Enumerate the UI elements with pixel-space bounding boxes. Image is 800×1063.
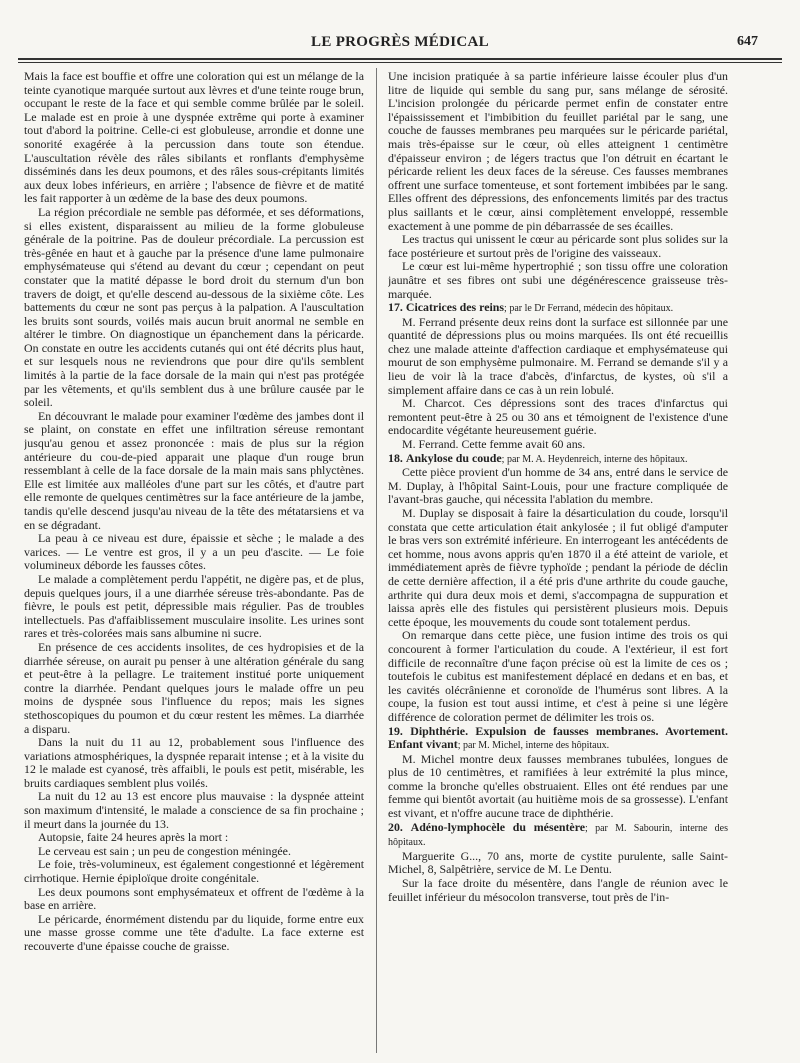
paragraph: M. Ferrand présente deux reins dont la surface est sillonnée par une quantité de dépressions plus ou moins marquées. Ils ont été recueillis chez une malade atteinte d'affection cardiaque et emphysémateuse qui mourut de son emphysème pulmonaire. M. Ferrand se demande s'il y a lieu de voir là la trace d'abcès, d'infarctus, de kystes, où s'il a simplement affaire dans ce cas à un rein lobulé.: [388, 314, 728, 397]
paragraph: Dans la nuit du 11 au 12, probablement sous l'influence des variations atmosphériques, la dyspnée reparait intense ; et à la visite du 12 le malade est cyanosé, très affaibli, le pouls est petit, misérable, les bruits cardiaques semblent plus voilés.: [24, 735, 364, 790]
paragraph: Le malade a complètement perdu l'appétit, ne digère pas, et de plus, depuis quelques jours, il a une diarrhée séreuse très-abondante. Pas de fièvre, le pouls est petit, dépressible mais régulier. Pas de troubles intellectuels. Pas d'affaiblissement musculaire insolite. Les urines sont rares et très-colorées mais sans albumine ni sucre.: [24, 571, 364, 641]
section-title: Diphthérie. Expulsion de fausses membranes. Avortement. Enfant vivant: [388, 723, 728, 752]
paragraph: Le cerveau est sain ; un peu de congestion méningée.: [38, 843, 291, 858]
paragraph: Le péricarde, énormément distendu par du liquide, forme entre eux une masse grosse comme une tête d'adulte. La face externe est recouverte d'une épaisse couche de graisse.: [24, 911, 364, 953]
paragraph: En découvrant le malade pour examiner l'œdème des jambes dont il se plaint, on constate en effet une infiltration séreuse remontant jusqu'au genou et assez prononcée : mais de plus sur la région antérieure du cou-de-pied apparait une plaque d'un rouge brun ressemblant à celle de la face dorsale de la main mais sans phlyctènes. Elle est limitée aux malléoles d'une part sur les côtés, et d'autre part elle remonte de quelques centimètres sur la face antérieure de la jambe, tandis qu'elle descend jusqu'au niveau de la tête des métatarsiens et va en se dégradant.: [24, 408, 364, 532]
section-number: 19.: [388, 723, 403, 738]
paragraph: Cette pièce provient d'un homme de 34 ans, entré dans le service de M. Duplay, à l'hôpital Saint-Louis, pour une fracture compliquée de l'avant-bras gauche, qui nécessita l'ablation du membre.: [388, 465, 728, 507]
paragraph: Une incision pratiquée à sa partie inférieure laisse écouler plus d'un litre de liquide qui semble du sang pur, sans mélange de sérosité. L'incision prolongée du péricarde permet enfin de constater entre l'épaississement et l'imbibition du feuillet pariétal par le sang, une couche de fausses membranes peu marquées sur le péricarde pariétal, mais très-épaisse sur le cœur, où elles atteignent 1 centimètre d'épaisseur environ ; de légers tractus que l'on détruit en écartant le péricarde relient les deux faces de la séreuse. Ces fausses membranes offrent une surface tomenteuse, et sont fortement imbibées par le sang. Elles offrent des dépressions, des enfoncements limités par des tractus plus saillants et le cœur, ainsi complètement enveloppé, ressemble exactement à une pomme de pin débarrassée de ses écailles.: [388, 70, 728, 233]
section-number: 17.: [388, 300, 403, 315]
column-divider: [376, 68, 377, 1053]
right-column: [388, 70, 728, 1053]
paragraph: La région précordiale ne semble pas déformée, et ses déformations, si elles existent, disparaissent au milieu de la forme globuleuse générale de la poitrine. Pas de douleur précordiale. La percussion est très-gênée en haut et à gauche par la présence d'une lame pulmonaire emphysémateuse qui s'étend au devant du cœur ; cependant on peut constater que la matité dépasse le bord droit du sternum d'un bon travers de doigt, et qu'elle descend au-dessous de la sixième côte. Les battements du cœur ne sont pas perçus à la palpation. A l'auscultation les bruits sont sourds, voilés mais aucun bruit anormal ne semble en altérer le timbre. On diagnostique un épanchement dans la péricarde. On constate en outre les accidents cutanés qui ont été décrits plus haut, et sur lesquels nous ne reviendrons que pour dire qu'ils semblent limités à la partie de la face dorsale de la main qui n'est pas protégée par les vêtements, et qu'ils semblent dus à une brûlure causée par le soleil.: [24, 204, 364, 410]
paragraph: Sur la face droite du mésentère, dans l'angle de réunion avec le feuillet inférieur du mésocolon transverse, tout près de l'in-: [388, 876, 728, 904]
paragraph: M. Ferrand. Cette femme avait 60 ans.: [402, 437, 586, 452]
paragraph: Marguerite G..., 70 ans, morte de cystite purulente, salle Saint-Michel, 8, Salpêtrière, service de M. Le Dentu.: [388, 848, 728, 877]
section-number: 18.: [388, 450, 403, 465]
paragraph: Les deux poumons sont emphysémateux et offrent de l'œdème à la base en arrière.: [24, 884, 364, 913]
section-heading-17: [388, 301, 728, 316]
section-number: 20.: [388, 819, 403, 834]
section-heading-19: [388, 725, 728, 753]
section-byline: ; par M. Michel, interne des hôpitaux.: [457, 740, 610, 752]
paragraph: M. Charcot. Ces dépressions sont des traces d'infarctus qui remontent peut-être à 25 ou 30 ans et témoignent de l'existence d'une endocardite végétante heureusement guérie.: [388, 396, 728, 438]
section-title: Adéno-lymphocèle du mésentère: [410, 819, 586, 834]
paragraph: Mais la face est bouffie et offre une coloration qui est un mélange de la teinte cyanotique marquée surtout aux lèvres et d'une teinte rouge brun, occupant le reste de la face et qui semble comme brûlée par le soleil. Le malade est en proie à une dyspnée extrême qui porte à examiner tout d'abord la poitrine. Celle-ci est globuleuse, arrondie et donne une sonorité exagérée à la percussion dans toute son étendue. L'auscultation révèle des râles sibilants et ronflants d'emphysème disséminés dans les deux poumons, et des râles sous-crépitants limités aux deux lobes inférieurs, en arrière ; l'absence de fièvre et de matité les fait rapporter à un œdème de la base des deux poumons.: [24, 70, 364, 206]
paragraph: La nuit du 12 au 13 est encore plus mauvaise : la dyspnée atteint son maximum d'intensité, le malade a conscience de sa fin prochaine ; il meurt dans la journée du 13.: [24, 789, 364, 831]
journal-title: LE PROGRÈS MÉDICAL: [311, 34, 489, 50]
section-title: Ankylose du coude: [405, 450, 502, 465]
paragraph: Les tractus qui unissent le cœur au péricarde sont plus solides sur la face postérieure et surtout près de l'origine des vaisseaux.: [388, 232, 728, 260]
paragraph: La peau à ce niveau est dure, épaissie et sèche ; le malade a des varices. — Le ventre est gros, il y a un peu d'ascite. — Le foie volumineux déborde les fausses côtes.: [24, 531, 364, 573]
page-number: 647: [737, 34, 758, 49]
header-rule-thick: [18, 58, 782, 60]
section-byline: ; par le Dr Ferrand, médecin des hôpitaux.: [504, 303, 674, 315]
section-heading-20: [388, 821, 728, 850]
page-header: [18, 34, 782, 58]
header-rule-thin: [18, 62, 782, 63]
paragraph: Le cœur est lui-même hypertrophié ; son tissu offre une coloration jaunâtre et ses fibres ont subi une dégénérescence graisseuse très-marquée.: [388, 259, 728, 301]
paragraph: Le foie, très-volumineux, est également congestionné et légèrement cirrhotique. Hernie épiploïque droite congénitale.: [24, 857, 364, 886]
section-byline: ; par M. Sabourin, interne des hôpitaux.: [388, 822, 728, 849]
section-byline: ; par M. A. Heydenreich, interne des hôpitaux.: [501, 453, 688, 465]
section-title: Cicatrices des reins: [405, 300, 505, 315]
paragraph: M. Michel montre deux fausses membranes tubulées, longues de plus de 10 centimètres, et ramifiées à leur extrémité la plus mince, comme la bronche qu'elles obstruaient. Elles ont été rendues par une femme qui bientôt avortait (au huitième mois de sa grossesse). L'enfant est vivant, et n'offre aucune trace de diphthérie.: [388, 751, 728, 821]
left-column: [24, 70, 364, 1053]
paragraph: En présence de ces accidents insolites, de ces hydropisies et de la diarrhée séreuse, on aurait pu penser à une altération générale du sang et peut-être à la pellagre. Le traitement institué porte uniquement contre la diarrhée. Pendant quelques jours le malade offre un peu moins de dyspnée sous l'influence du repos; mais les signes stethoscopiques du poumon et du cœur restent les mêmes. La diarrhée a disparu.: [24, 639, 364, 736]
paragraph: On remarque dans cette pièce, une fusion intime des trois os qui concourent à former l'articulation du coude. A l'extérieur, il est fort difficile de reconnaître d'une façon précise où est la limite de ces os ; toutefois le cubitus est manifestement déplacé en dedans et en bas, et les cavités olécrânienne et coronoïde de l'humérus sont libres. A la coupe, la fusion est tout aussi intime, et c'est à peine si une légère différence de coloration permet de délimiter les trois os.: [388, 628, 728, 724]
paragraph: M. Duplay se disposait à faire la désarticulation du coude, lorsqu'il constata que cette articulation était ankylosée ; il fut obligé d'amputer le bras vers son extrémité inférieure. En interrogeant les antécédents de cet homme, nous avons appris qu'en 1870 il a été atteint de variole, et immédiatement après de fièvre typhoïde ; pendant la période de déclin de cette dernière affection, il a été pris d'une arthrite du coude gauche, arthrite qui dura deux mois et demi, s'accompagna de suppuration et laissa après elle des fistules qui persistèrent plusieurs mois. Depuis cette époque, les mouvements du coude sont totalement perdus.: [388, 506, 728, 629]
paragraph: Autopsie, faite 24 heures après la mort :: [38, 830, 229, 845]
section-heading-18: [388, 452, 728, 467]
